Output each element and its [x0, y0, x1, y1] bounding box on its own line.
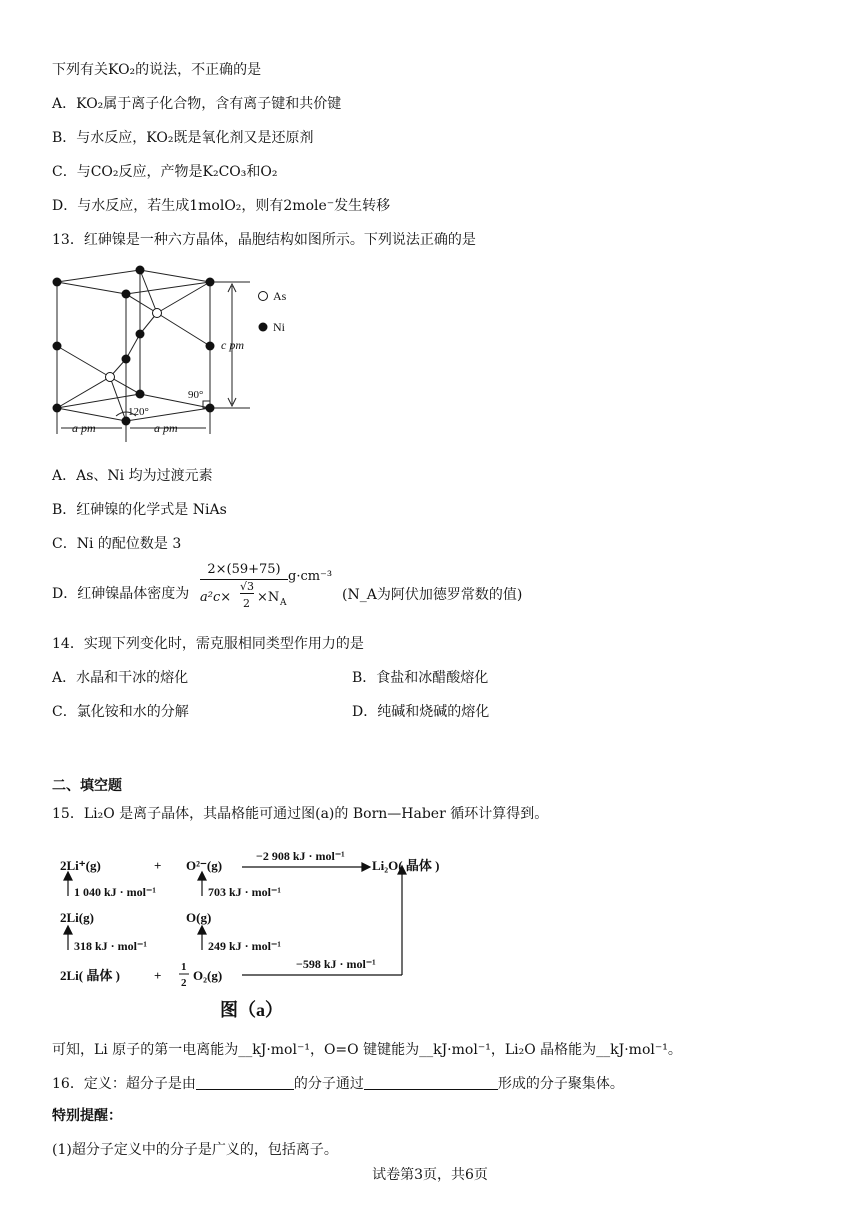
label-a-pm-2: a pm: [154, 421, 178, 435]
q13-stem: 13．红砷镍是一种六方晶体，晶胞结构如图所示。下列说法正确的是: [52, 232, 476, 248]
q12-stem: 下列有关KO₂的说法，不正确的是: [52, 62, 262, 78]
q16-part1: 16．定义：超分子是由: [52, 1076, 196, 1092]
q16-line: [52, 1074, 624, 1094]
reminder-item-1: (1)超分子定义中的分子是广义的，包括离子。: [52, 1142, 338, 1158]
bh-half-den: 2: [181, 977, 187, 989]
q13-option-c: C．Ni 的配位数是 3: [52, 536, 182, 552]
q14-option-d: D．纯碱和烧碱的熔化: [352, 704, 490, 720]
q13-option-b: B．红砷镍的化学式是 NiAs: [52, 502, 227, 518]
legend-as: As: [273, 289, 287, 303]
density-unit: g·cm⁻³: [288, 569, 333, 584]
q12-option-c: C．与CO₂反应，产物是K₂CO₃和O₂: [52, 164, 278, 180]
legend-ni: Ni: [273, 320, 285, 334]
born-haber-figure: [52, 840, 472, 1026]
formula-numerator: 2×(59+75): [200, 562, 288, 580]
q12-option-a: A．KO₂属于离子化合物，含有离子键和共价键: [52, 96, 342, 112]
q16-blank-2[interactable]: [364, 1075, 498, 1090]
bh-half-num: 1: [181, 961, 187, 973]
q12-option-b: B．与水反应，KO₂既是氧化剂又是还原剂: [52, 130, 314, 146]
q14-option-c: C．氯化铵和水的分解: [52, 704, 189, 720]
bh-product: Li₂O( 晶体 ): [372, 858, 440, 873]
bh-e-ion-o: 703 kJ · mol⁻¹: [208, 885, 281, 899]
q15-stem: 15．Li₂O 是离子晶体，其晶格能可通过图(a)的 Born—Haber 循环计算得到。: [52, 806, 549, 822]
bh-e-sub-li: 318 kJ · mol⁻¹: [74, 939, 147, 953]
bh-plus-2: +: [154, 968, 162, 983]
bh-li-solid: 2Li( 晶体 ): [60, 968, 120, 983]
crystal-cell-figure: [40, 262, 300, 442]
q15-answer-line: 可知，Li 原子的第一电离能为__kJ·mol⁻¹，O=O 键键能为__kJ·mol⁻¹，Li₂O 晶格能为__kJ·mol⁻¹。: [52, 1042, 682, 1058]
q14-stem: 14．实现下列变化时，需克服相同类型作用力的是: [52, 636, 364, 652]
q16-blank-1[interactable]: [196, 1075, 294, 1090]
q14-option-a: A．水晶和干冰的熔化: [52, 670, 189, 686]
bh-e-formation: −598 kJ · mol⁻¹: [296, 957, 376, 971]
q13-d-prefix: D．红砷镍晶体密度为: [52, 586, 190, 602]
q13-option-d: [52, 584, 189, 604]
q14-option-b: B．食盐和冰醋酸熔化: [352, 670, 489, 686]
bh-li-ion: 2Li⁺(g): [60, 858, 101, 873]
bh-o2: O₂(g): [193, 968, 223, 983]
page-footer: 试卷第3页，共6页: [372, 1167, 488, 1183]
reminder-title: 特别提醒：: [52, 1108, 122, 1124]
bh-li-gas: 2Li(g): [60, 910, 94, 925]
formula-two: 2: [243, 597, 250, 610]
q13-option-a: A．As、Ni 均为过渡元素: [52, 468, 213, 484]
q12-option-d: D．与水反应，若生成1molO₂，则有2mole⁻发生转移: [52, 198, 391, 214]
density-formula: [200, 562, 296, 614]
bh-e-lattice: −2 908 kJ · mol⁻¹: [256, 849, 345, 863]
bh-plus-1: +: [154, 858, 162, 873]
angle-90: 90°: [188, 389, 204, 401]
bh-o-gas: O(g): [186, 910, 212, 925]
bh-e-diss-o: 249 kJ · mol⁻¹: [208, 939, 281, 953]
q16-part2: 的分子通过: [293, 1076, 364, 1092]
formula-den-left: a²c×: [200, 590, 232, 605]
bh-e-ion-li: 1 040 kJ · mol⁻¹: [74, 885, 156, 899]
formula-sqrt3: √3: [240, 580, 255, 593]
label-a-pm-1: a pm: [72, 421, 96, 435]
angle-120: 120°: [128, 406, 149, 418]
bh-o-ion: O²⁻(g): [186, 858, 223, 873]
section-title: 二、填空题: [52, 778, 122, 794]
formula-denominator: [200, 580, 296, 614]
formula-den-right: ×N: [257, 590, 280, 605]
bh-caption: 图（a）: [220, 1000, 283, 1020]
label-c-pm: c pm: [221, 338, 244, 352]
q13-d-note: (N_A为阿伏加德罗常数的值): [342, 587, 523, 603]
q16-part3: 形成的分子聚集体。: [497, 1076, 624, 1092]
formula-den-sub: A: [280, 598, 287, 608]
